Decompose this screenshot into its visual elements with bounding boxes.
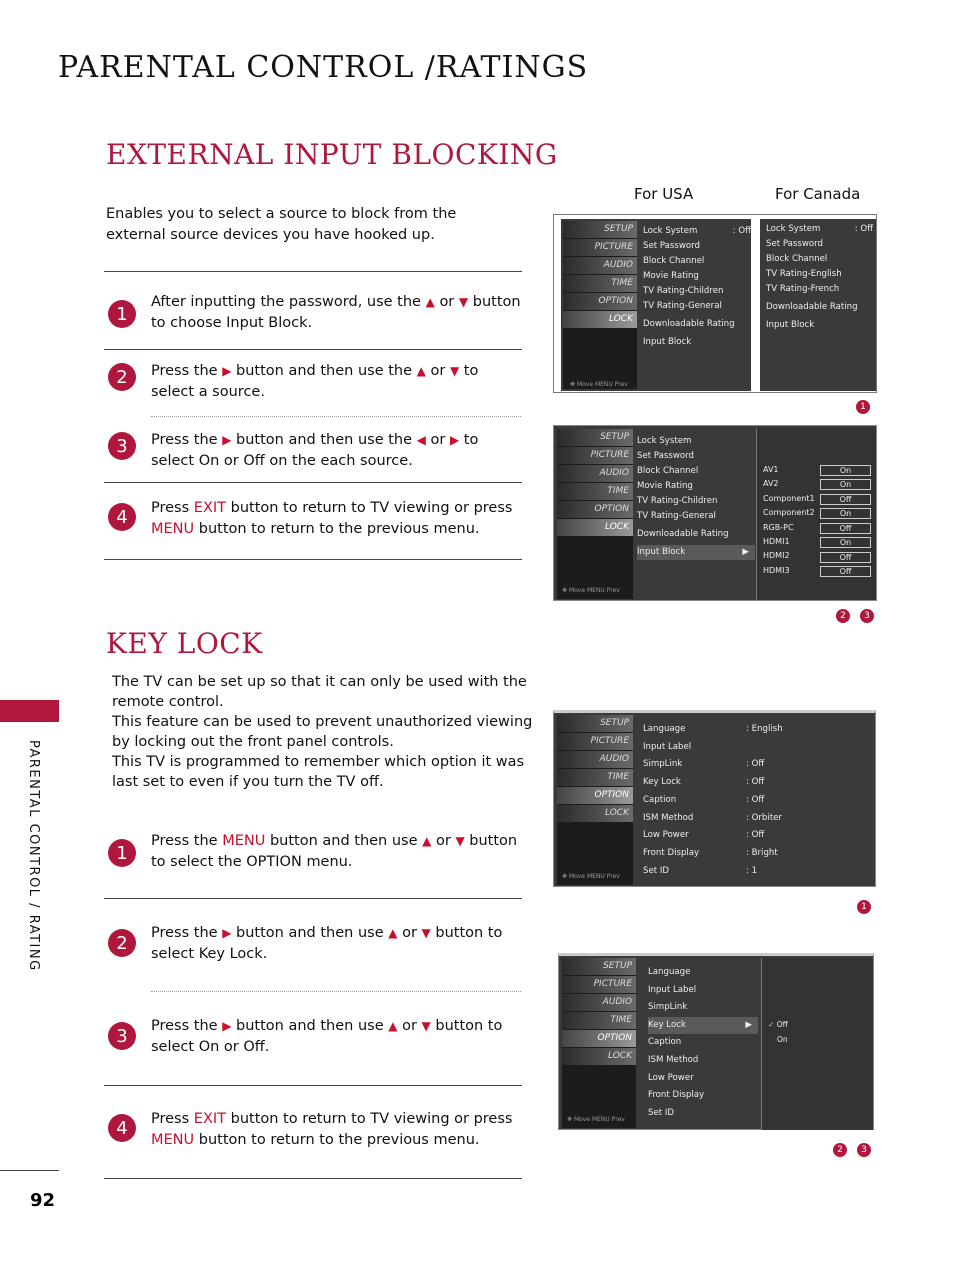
- left-arrow-icon: ◀: [416, 433, 426, 447]
- step-number: 1: [108, 839, 136, 867]
- divider: [104, 1178, 522, 1179]
- step-number: 4: [108, 1114, 136, 1142]
- keylock-step-2: Press the ▶ button and then use ▲ or ▼ button to select Key Lock.: [151, 925, 503, 962]
- divider: [104, 271, 522, 272]
- up-arrow-icon: ▲: [416, 364, 426, 378]
- menu-tabs: SETUP PICTURE AUDIO TIME OPTION LOCK: [557, 429, 633, 599]
- keylock-step-1: Press the MENU button and then use ▲ or ▼ button to select the OPTION menu.: [151, 833, 518, 870]
- tv-screen-input-block: [553, 425, 877, 601]
- move-hint: ✥ Move MENU Prev: [562, 587, 620, 594]
- down-arrow-icon: ▼: [449, 364, 460, 378]
- up-arrow-icon: ▲: [388, 926, 398, 940]
- right-arrow-icon: ▶: [449, 433, 460, 447]
- move-hint: ✥ Move MENU Prev: [567, 1116, 625, 1123]
- external-step-1: After inputting the password, use the ▲ or ▼ button to choose Input Block.: [151, 294, 521, 331]
- canada-lock-list: Lock System : Off Set Password Block Channel TV Rating-English TV Rating-French Downloadable Rating Input Block: [766, 224, 873, 330]
- side-label: PARENTAL CONTROL / RATING: [26, 740, 41, 972]
- step-number: 3: [108, 432, 136, 460]
- page-number: 92: [30, 1190, 56, 1211]
- up-arrow-icon: ▲: [388, 1019, 398, 1033]
- keylock-intro: The TV can be set up so that it can only be used with the remote control. This feature can be used to prevent unauthorized viewing by locking out the front panel controls. This TV is programmed to remember which option it was last set to even if you turn the TV off.: [112, 674, 533, 790]
- move-hint: ✥ Move MENU Prev: [562, 873, 620, 880]
- callout-badge: 2: [836, 609, 850, 623]
- down-arrow-icon: ▼: [421, 1019, 431, 1033]
- right-arrow-icon: ▶: [222, 1019, 232, 1033]
- external-step-3: Press the ▶ button and then use the ◀ or ▶ to select On or Off on the each source.: [151, 432, 479, 469]
- source-toggle[interactable]: On: [820, 508, 871, 519]
- for-usa-label: For USA: [634, 185, 694, 203]
- up-arrow-icon: ▲: [425, 295, 435, 309]
- source-toggle[interactable]: Off: [820, 552, 871, 563]
- dotted-divider: [151, 416, 521, 417]
- step-number: 2: [108, 929, 136, 957]
- menu-tabs: SETUP PICTURE AUDIO TIME OPTION LOCK: [562, 958, 636, 1128]
- menu-tabs: SETUP PICTURE AUDIO TIME OPTION LOCK: [557, 715, 633, 885]
- footer-rule: [0, 1170, 59, 1171]
- callout-badge: 1: [857, 900, 871, 914]
- external-step-4: Press EXIT button to return to TV viewing or press MENU button to return to the previous menu.: [151, 500, 513, 537]
- dotted-divider: [151, 991, 521, 992]
- down-arrow-icon: ▼: [455, 834, 465, 848]
- step-number: 3: [108, 1022, 136, 1050]
- section-tab: [0, 700, 59, 722]
- divider: [104, 1085, 522, 1086]
- source-toggle[interactable]: On: [820, 479, 871, 490]
- keylock-step-3: Press the ▶ button and then use ▲ or ▼ button to select On or Off.: [151, 1018, 503, 1055]
- step-number: 4: [108, 503, 136, 531]
- tv-screen-lock-menu: [553, 214, 877, 393]
- callout-badge: 3: [860, 609, 874, 623]
- source-toggle[interactable]: Off: [820, 494, 871, 505]
- source-toggle[interactable]: On: [820, 537, 871, 548]
- option-list: Language : English Input Label SimpLink : Off Key Lock : Off Caption : Off ISM Method : Orbiter Low Power : Off Front Display : Bright Set ID : 1: [643, 724, 783, 876]
- external-intro: Enables you to select a source to block from the external source devices you have hooked up.: [106, 206, 457, 243]
- right-arrow-icon: ▶: [222, 433, 232, 447]
- callout-badge: 3: [857, 1143, 871, 1157]
- lock-list: Lock System Set Password Block Channel Movie Rating TV Rating-Children TV Rating-General Downloadable Rating Input Block ▶: [637, 434, 755, 560]
- down-arrow-icon: ▼: [458, 295, 469, 309]
- divider: [104, 349, 522, 350]
- callout-badge: 2: [833, 1143, 847, 1157]
- page-title: PARENTAL CONTROL /RATINGS: [58, 50, 589, 85]
- option-on[interactable]: On: [777, 1035, 788, 1044]
- for-canada-label: For Canada: [775, 185, 861, 203]
- source-toggle[interactable]: Off: [820, 523, 871, 534]
- source-panel: AV1 AV2 Component1 Component2 RGB-PC HDMI1 HDMI2 HDMI3 On On Off On Off On Off Off: [756, 428, 876, 600]
- divider: [104, 482, 522, 483]
- right-arrow-icon: ▶: [222, 926, 232, 940]
- source-toggle[interactable]: Off: [820, 566, 871, 577]
- step-number: 1: [108, 300, 136, 328]
- tv-screen-key-lock: [558, 953, 874, 1130]
- external-step-2: Press the ▶ button and then use the ▲ or ▼ to select a source.: [151, 363, 479, 400]
- usa-lock-list: Lock System : Off Set Password Block Channel Movie Rating TV Rating-Children TV Rating-General Downloadable Rating Input Block: [643, 226, 751, 347]
- keylock-step-4: Press EXIT button to return to TV viewing or press MENU button to return to the previous menu.: [151, 1111, 513, 1148]
- step-number: 2: [108, 363, 136, 391]
- option-off[interactable]: ✓ Off: [768, 1020, 788, 1029]
- option-list: Language Input Label SimpLink Key Lock ▶ Caption ISM Method Low Power Front Display Set ID: [648, 964, 758, 1122]
- key-lock-options: [761, 958, 873, 1130]
- source-toggle[interactable]: On: [820, 465, 871, 476]
- tv-screen-option-menu: [553, 710, 876, 887]
- menu-tabs: SETUP PICTURE AUDIO TIME OPTION LOCK: [563, 221, 637, 389]
- up-arrow-icon: ▲: [422, 834, 432, 848]
- down-arrow-icon: ▼: [421, 926, 431, 940]
- external-title: EXTERNAL INPUT BLOCKING: [106, 138, 558, 171]
- callout-badge: 1: [856, 400, 870, 414]
- right-arrow-icon: ▶: [222, 364, 232, 378]
- move-hint: ✥ Move MENU Prev: [570, 381, 628, 388]
- divider: [104, 559, 522, 560]
- divider: [104, 898, 522, 899]
- keylock-title: KEY LOCK: [106, 627, 263, 660]
